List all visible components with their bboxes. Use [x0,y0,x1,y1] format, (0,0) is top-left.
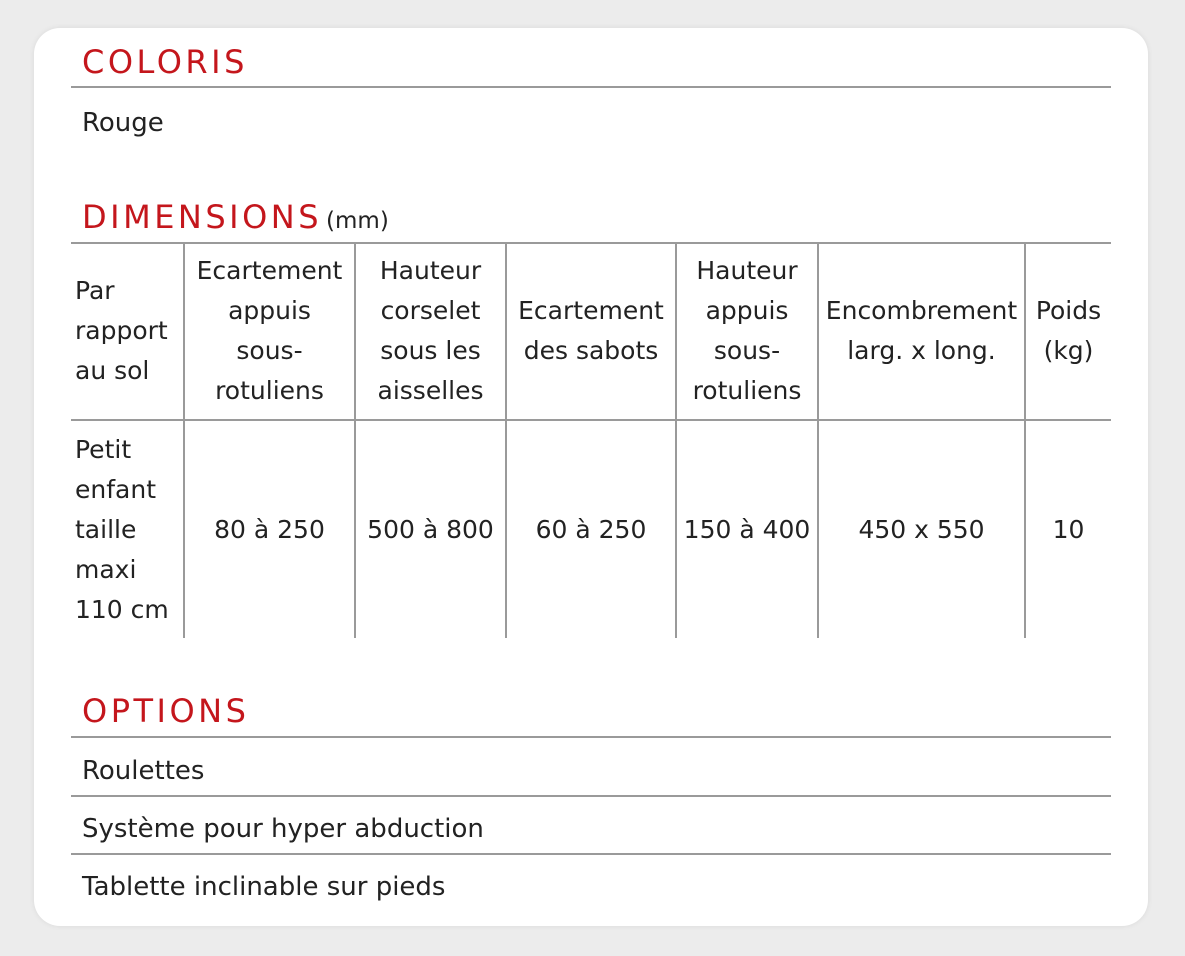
header-cell-knee-height: Hauteur appuis sous- rotuliens [676,242,818,420]
value-knee-spacing: 80 à 250 [184,420,355,638]
value-hoof-spacing: 60 à 250 [506,420,676,638]
coloris-title: COLORIS [82,43,248,81]
options-item-divider [71,853,1111,855]
table-header-row [71,242,1111,420]
option-item-wheels: Roulettes [82,756,205,786]
options-title: OPTIONS [82,692,250,730]
value-knee-height: 150 à 400 [676,420,818,638]
table-row [71,420,1111,638]
value-corset-height: 500 à 800 [355,420,506,638]
header-cell-ground: Par rapport au sol [75,275,168,385]
header-cell-knee-spacing: Ecartement appuis sous- rotuliens [184,242,355,420]
coloris-value: Rouge [82,108,164,138]
header-cell-hoof-spacing: Ecartement des sabots [506,242,676,420]
value-footprint: 450 x 550 [818,420,1025,638]
value-weight: 10 [1025,420,1111,638]
dimensions-table [71,242,1111,638]
row-label-cell: Petit enfant taille maxi 110 cm [75,434,169,624]
options-divider [71,736,1111,738]
header-cell-corset-height: Hauteur corselet sous les aisselles [355,242,506,420]
dimensions-unit: (mm) [326,208,389,234]
dimensions-title [82,197,389,241]
option-item-tray: Tablette inclinable sur pieds [82,872,446,902]
header-cell-weight: Poids (kg) [1025,242,1111,420]
coloris-divider [71,86,1111,88]
option-item-abduction: Système pour hyper abduction [82,814,484,844]
options-item-divider [71,795,1111,797]
header-cell-footprint: Encombrement larg. x long. [818,242,1025,420]
dimensions-title-text: DIMENSIONS [82,198,323,236]
